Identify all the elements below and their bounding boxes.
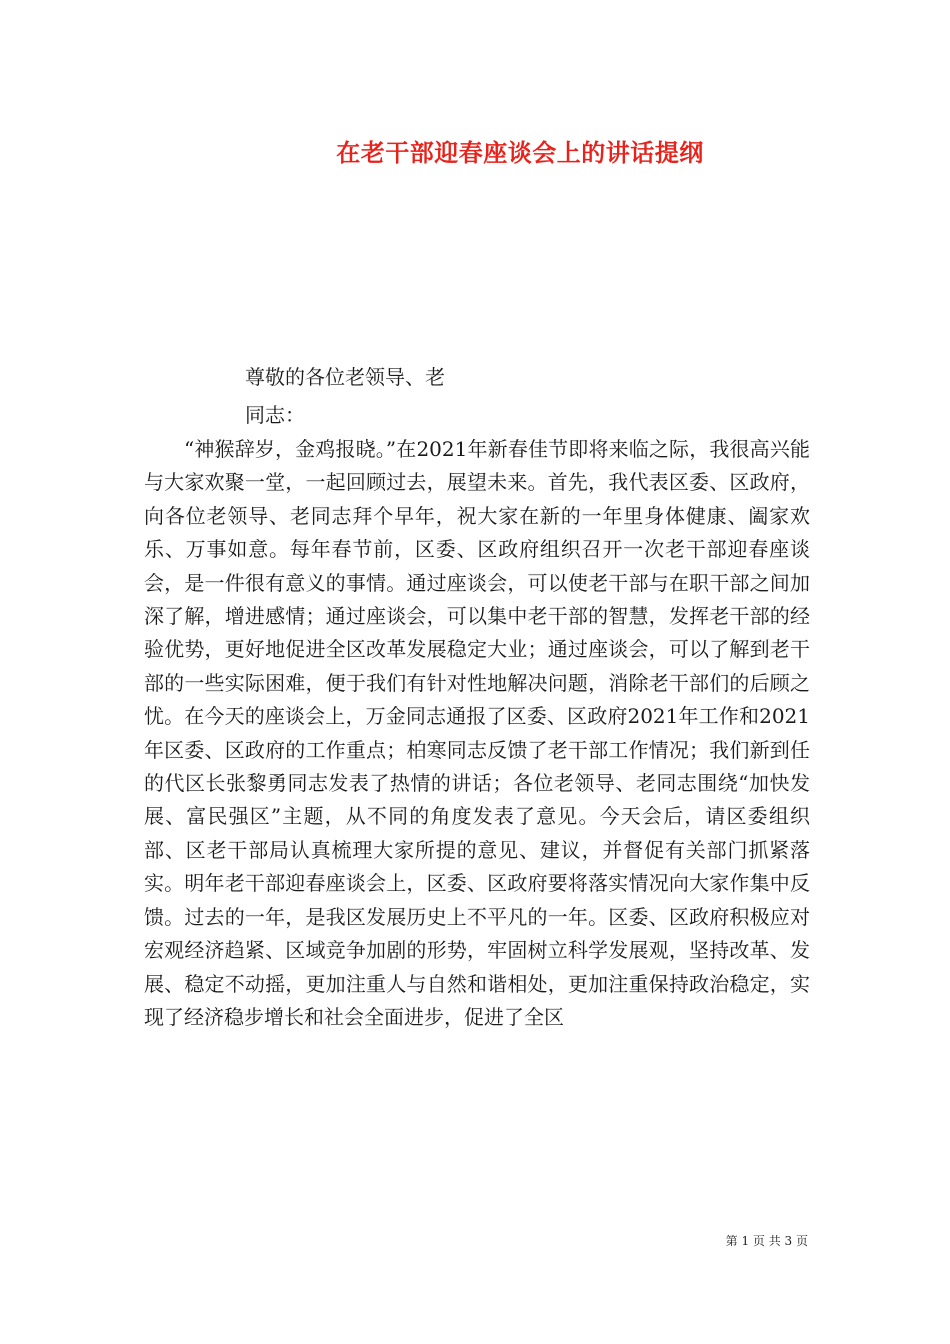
- page-number-footer: 第 1 页 共 3 页: [725, 1234, 808, 1248]
- salutation-line-1: 尊敬的各位老领导、老: [245, 365, 445, 389]
- body-paragraph: “神猴辞岁，金鸡报晓。”在2021年新春佳节即将来临之际，我很高兴能与大家欢聚一堂，一起回顾过去，展望未来。首先，我代表区委、区政府，向各位老领导、老同志拜个早年，祝大家在新的一年里身体健康、阖家欢乐、万事如意。每年春节前，区委、区政府组织召开一次老干部迎春座谈会，是一件很有意义的事情。通过座谈会，可以使老干部与在职干部之间加深了解，增进感情；通过座谈会，可以集中老干部的智慧，发挥老干部的经验优势，更好地促进全区改革发展稳定大业；通过座谈会，可以了解到老干部的一些实际困难，便于我们有针对性地解决问题，消除老干部们的后顾之忧。在今天的座谈会上，万金同志通报了区委、区政府2021年工作和2021年区委、区政府的工作重点；柏寒同志反馈了老干部工作情况；我们新到任的代区长张黎勇同志发表了热情的讲话；各位老领导、老同志围绕“加快发展、富民强区”主题，从不同的角度发表了意见。今天会后，请区委组织部、区老干部局认真梳理大家所提的意见、建议，并督促有关部门抓紧落实。明年老干部迎春座谈会上，区委、区政府要将落实情况向大家作集中反馈。过去的一年，是我区发展历史上不平凡的一年。区委、区政府积极应对宏观经济趋紧、区域竞争加剧的形势，牢固树立科学发展观，坚持改革、发展、稳定不动摇，更加注重人与自然和谐相处，更加注重保持政治稳定，实现了经济稳步增长和社会全面进步，促进了全区: [144, 437, 810, 1029]
- salutation-line-2: 同志：: [245, 403, 305, 427]
- document-title: 在老干部迎春座谈会上的讲话提纲: [336, 138, 704, 167]
